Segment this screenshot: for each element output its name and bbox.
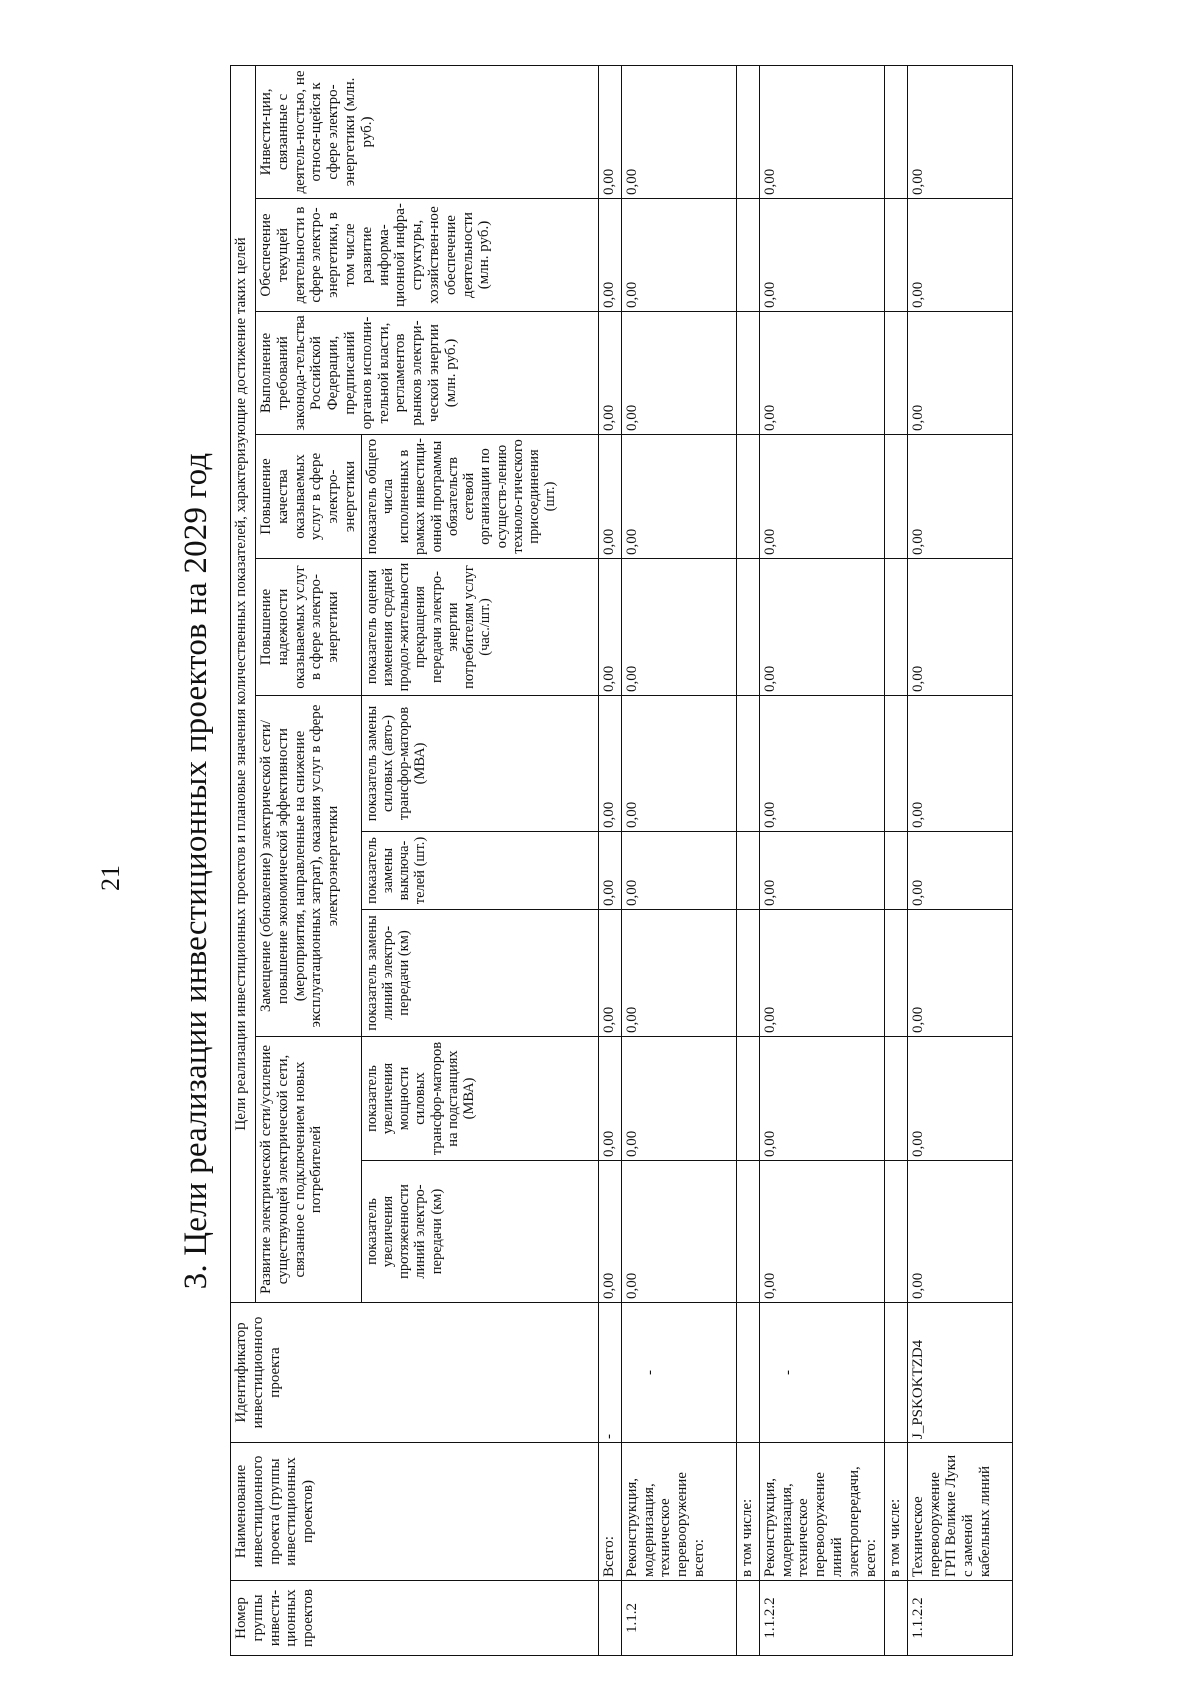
indicator-reliability: показатель оценки изменения средней продол-жительности прекращения передачи электро-энергии потребителям услуг (час./шт.) xyxy=(361,559,598,696)
row-value: 0,00 xyxy=(621,1161,736,1303)
row-value xyxy=(884,435,907,559)
row-value: 0,00 xyxy=(598,832,621,910)
row-value xyxy=(736,199,759,312)
row-value: 0,00 xyxy=(759,1037,884,1161)
row-value: 0,00 xyxy=(621,1037,736,1161)
table-row xyxy=(884,65,907,1655)
row-value: 0,00 xyxy=(759,910,884,1037)
indicator-length-growth: показатель увеличения протяженности линий электро-передачи (км) xyxy=(361,1161,598,1303)
row-value: 0,00 xyxy=(598,1037,621,1161)
table-row xyxy=(598,65,621,1655)
row-value: 0,00 xyxy=(621,559,736,696)
row-number xyxy=(884,1581,907,1656)
row-value xyxy=(884,696,907,832)
row-value: 0,00 xyxy=(621,312,736,435)
row-number: 1.1.2 xyxy=(621,1581,736,1656)
row-value: 0,00 xyxy=(907,832,1012,910)
row-value: 0,00 xyxy=(598,435,621,559)
row-id xyxy=(736,1303,759,1443)
row-value: 0,00 xyxy=(759,559,884,696)
table-row xyxy=(621,65,736,1655)
row-value: 0,00 xyxy=(598,199,621,312)
row-value: 0,00 xyxy=(907,696,1012,832)
page-number: 21 xyxy=(96,865,125,891)
row-value: 0,00 xyxy=(907,1037,1012,1161)
row-value xyxy=(736,65,759,198)
page-title: 3. Цели реализации инвестиционных проектов на 2029 год xyxy=(178,452,214,1290)
header-row-1 xyxy=(231,65,256,1655)
row-number xyxy=(736,1581,759,1656)
row-value xyxy=(736,696,759,832)
row-value: 0,00 xyxy=(907,1161,1012,1303)
row-value: 0,00 xyxy=(598,65,621,198)
row-value: 0,00 xyxy=(598,696,621,832)
row-value xyxy=(736,1037,759,1161)
row-value: 0,00 xyxy=(907,559,1012,696)
row-value: 0,00 xyxy=(907,910,1012,1037)
rotated-page xyxy=(10,66,1190,1676)
row-value: 0,00 xyxy=(621,832,736,910)
row-number: 1.1.2.2 xyxy=(759,1581,884,1656)
row-value: 0,00 xyxy=(759,312,884,435)
row-value: 0,00 xyxy=(759,696,884,832)
header-quality: Повышение качества оказываемых услуг в сфере электро-энергетики xyxy=(256,435,362,559)
row-value: 0,00 xyxy=(907,312,1012,435)
row-value xyxy=(884,559,907,696)
indicator-power-growth: показатель увеличения мощности силовых трансфор-маторов на подстанциях (МВА) xyxy=(361,1037,598,1161)
row-value: 0,00 xyxy=(621,435,736,559)
row-value: 0,00 xyxy=(907,199,1012,312)
row-value: 0,00 xyxy=(621,199,736,312)
row-name: Всего: xyxy=(598,1443,621,1581)
header-reliability: Повышение надежности оказываемых услуг в сфере электро-энергетики xyxy=(256,559,362,696)
row-value xyxy=(736,312,759,435)
row-value: 0,00 xyxy=(759,1161,884,1303)
row-id: - xyxy=(621,1303,736,1443)
row-name: Техническое перевооружение ГРП Великие Луки с заменой кабельных линий xyxy=(907,1443,1012,1581)
header-name: Наименование инвестиционного проекта (группы инвестиционных проектов) xyxy=(231,1443,599,1581)
row-value xyxy=(884,832,907,910)
row-value xyxy=(884,312,907,435)
row-value xyxy=(736,832,759,910)
investment-goals-table xyxy=(230,65,1013,1656)
row-number: 1.1.2.2 xyxy=(907,1581,1012,1656)
row-value: 0,00 xyxy=(621,696,736,832)
row-value: 0,00 xyxy=(621,910,736,1037)
header-number: Номер группы инвести-ционных проектов xyxy=(231,1581,599,1656)
row-value xyxy=(884,910,907,1037)
row-value: 0,00 xyxy=(759,435,884,559)
row-name: в том числе: xyxy=(884,1443,907,1581)
row-name: Реконструкция, модернизация, техническое перевооружение всего: xyxy=(621,1443,736,1581)
row-value xyxy=(736,559,759,696)
row-value: 0,00 xyxy=(759,199,884,312)
header-other-investments: Инвести-ции, связанные с деятель-ностью, не относя-щейся к сфере электро-энергетики (млн. руб.) xyxy=(256,65,599,198)
row-value: 0,00 xyxy=(598,1161,621,1303)
header-compliance: Выполнение требований законода-тельства Российской Федерации, предписаний органов исполни-тельной власти, регламентов рынков электри-ческой энергии (млн. руб.) xyxy=(256,312,599,435)
row-value: 0,00 xyxy=(598,559,621,696)
table-row xyxy=(907,65,1012,1655)
indicator-line-replacement: показатель замены линий электро-передачи (км) xyxy=(361,910,598,1037)
indicator-transformer-replacement: показатель замены силовых (авто-) трансфор-маторов (МВА) xyxy=(361,696,598,832)
row-id: - xyxy=(759,1303,884,1443)
row-value: 0,00 xyxy=(598,312,621,435)
row-value: 0,00 xyxy=(907,65,1012,198)
row-value: 0,00 xyxy=(759,65,884,198)
row-value: 0,00 xyxy=(598,910,621,1037)
row-value xyxy=(884,1037,907,1161)
header-development: Развитие электрической сети/усиление существующей электрической сети, связанное с подключением новых потребителей xyxy=(256,1037,362,1303)
header-goals: Цели реализации инвестиционных проектов и плановые значения количественных показателей, характеризующие достижение таких целей xyxy=(231,65,256,1302)
row-value: 0,00 xyxy=(759,832,884,910)
row-value: 0,00 xyxy=(621,65,736,198)
row-value xyxy=(884,1161,907,1303)
header-id: Идентификатор инвестиционного проекта xyxy=(231,1303,599,1443)
row-name: в том числе: xyxy=(736,1443,759,1581)
row-id xyxy=(884,1303,907,1443)
row-value xyxy=(736,1161,759,1303)
row-id: J_PSKOKTZD4 xyxy=(907,1303,1012,1443)
indicator-quality: показатель общего числа исполненных в рамках инвестици-онной программы обязательств сетевой организации по осуществ-лению техноло-гического присоединения (шт.) xyxy=(361,435,598,559)
row-value xyxy=(884,199,907,312)
header-current-ops: Обеспечение текущей деятельности в сфере электро-энергетики, в том числе развитие информа-ционной инфра-структуры, хозяйствен-ное обеспечение деятельности (млн. руб.) xyxy=(256,199,599,312)
indicator-switch-replacement: показатель замены выключа-телей (шт.) xyxy=(361,832,598,910)
table-row xyxy=(736,65,759,1655)
row-id: - xyxy=(598,1303,621,1443)
row-value: 0,00 xyxy=(907,435,1012,559)
table-row xyxy=(759,65,884,1655)
row-name: Реконструкция, модернизация, техническое перевооружение линий электропередачи, всего: xyxy=(759,1443,884,1581)
row-number xyxy=(598,1581,621,1656)
row-value xyxy=(884,65,907,198)
row-value xyxy=(736,435,759,559)
header-replacement: Замещение (обновление) электрической сети/повышение экономической эффективности (мероприятия, направленные на снижение эксплуатационных затрат), оказания услуг в сфере электроэнергетики xyxy=(256,696,362,1037)
row-value xyxy=(736,910,759,1037)
